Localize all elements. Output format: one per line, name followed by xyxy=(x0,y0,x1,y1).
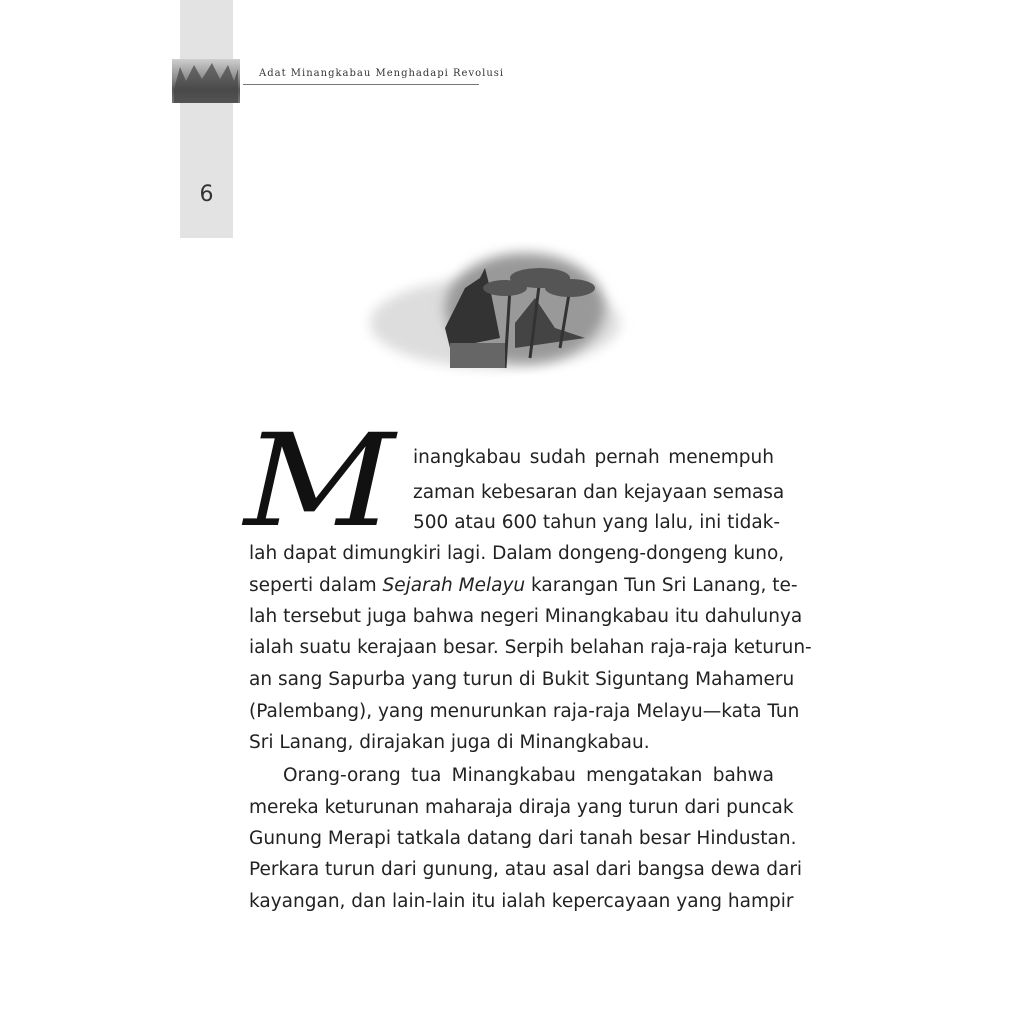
header-rule xyxy=(243,84,479,85)
running-title: Adat Minangkabau Menghadapi Revolusi xyxy=(259,68,505,79)
text-line xyxy=(249,575,798,597)
text-line: lah tersebut juga bahwa negeri Minangkabau itu dahulunya xyxy=(249,606,803,627)
text-line: mereka keturunan maharaja diraja yang turun dari puncak xyxy=(249,797,794,818)
text-line: ialah suatu kerajaan besar. Serpih belahan raja-raja keturun- xyxy=(249,637,812,658)
rumah-gadang-thumbnail xyxy=(172,59,240,103)
text-segment: seperti dalam xyxy=(249,575,383,596)
text-line: Sri Lanang, dirajakan juga di Minangkabau. xyxy=(249,732,650,753)
text-line: lah dapat dimungkiri lagi. Dalam dongeng-dongeng kuno, xyxy=(249,543,785,564)
text-line: 500 atau 600 tahun yang lalu, ini tidak- xyxy=(413,512,781,533)
rumah-gadang-illustration xyxy=(355,228,635,388)
text-line: Perkara turun dari gunung, atau asal dari bangsa dewa dari xyxy=(249,859,803,880)
text-line: inangkabau sudah pernah menempuh xyxy=(413,447,774,468)
text-segment: karangan Tun Sri Lanang, te- xyxy=(525,575,798,596)
text-line: kayangan, dan lain-lain itu ialah kepercayaan yang hampir xyxy=(249,891,794,912)
text-line: Gunung Merapi tatkala datang dari tanah besar Hindustan. xyxy=(249,828,797,849)
page-number: 6 xyxy=(199,182,214,207)
drop-cap: M xyxy=(244,407,395,556)
text-line: Orang-orang tua Minangkabau mengatakan bahwa xyxy=(283,765,774,786)
text-line: (Palembang), yang menurunkan raja-raja Melayu—kata Tun xyxy=(249,701,800,722)
text-line: zaman kebesaran dan kejayaan semasa xyxy=(413,482,785,503)
book-title-italic: Sejarah Melayu xyxy=(382,575,526,596)
text-line: an sang Sapurba yang turun di Bukit Siguntang Mahameru xyxy=(249,669,795,690)
